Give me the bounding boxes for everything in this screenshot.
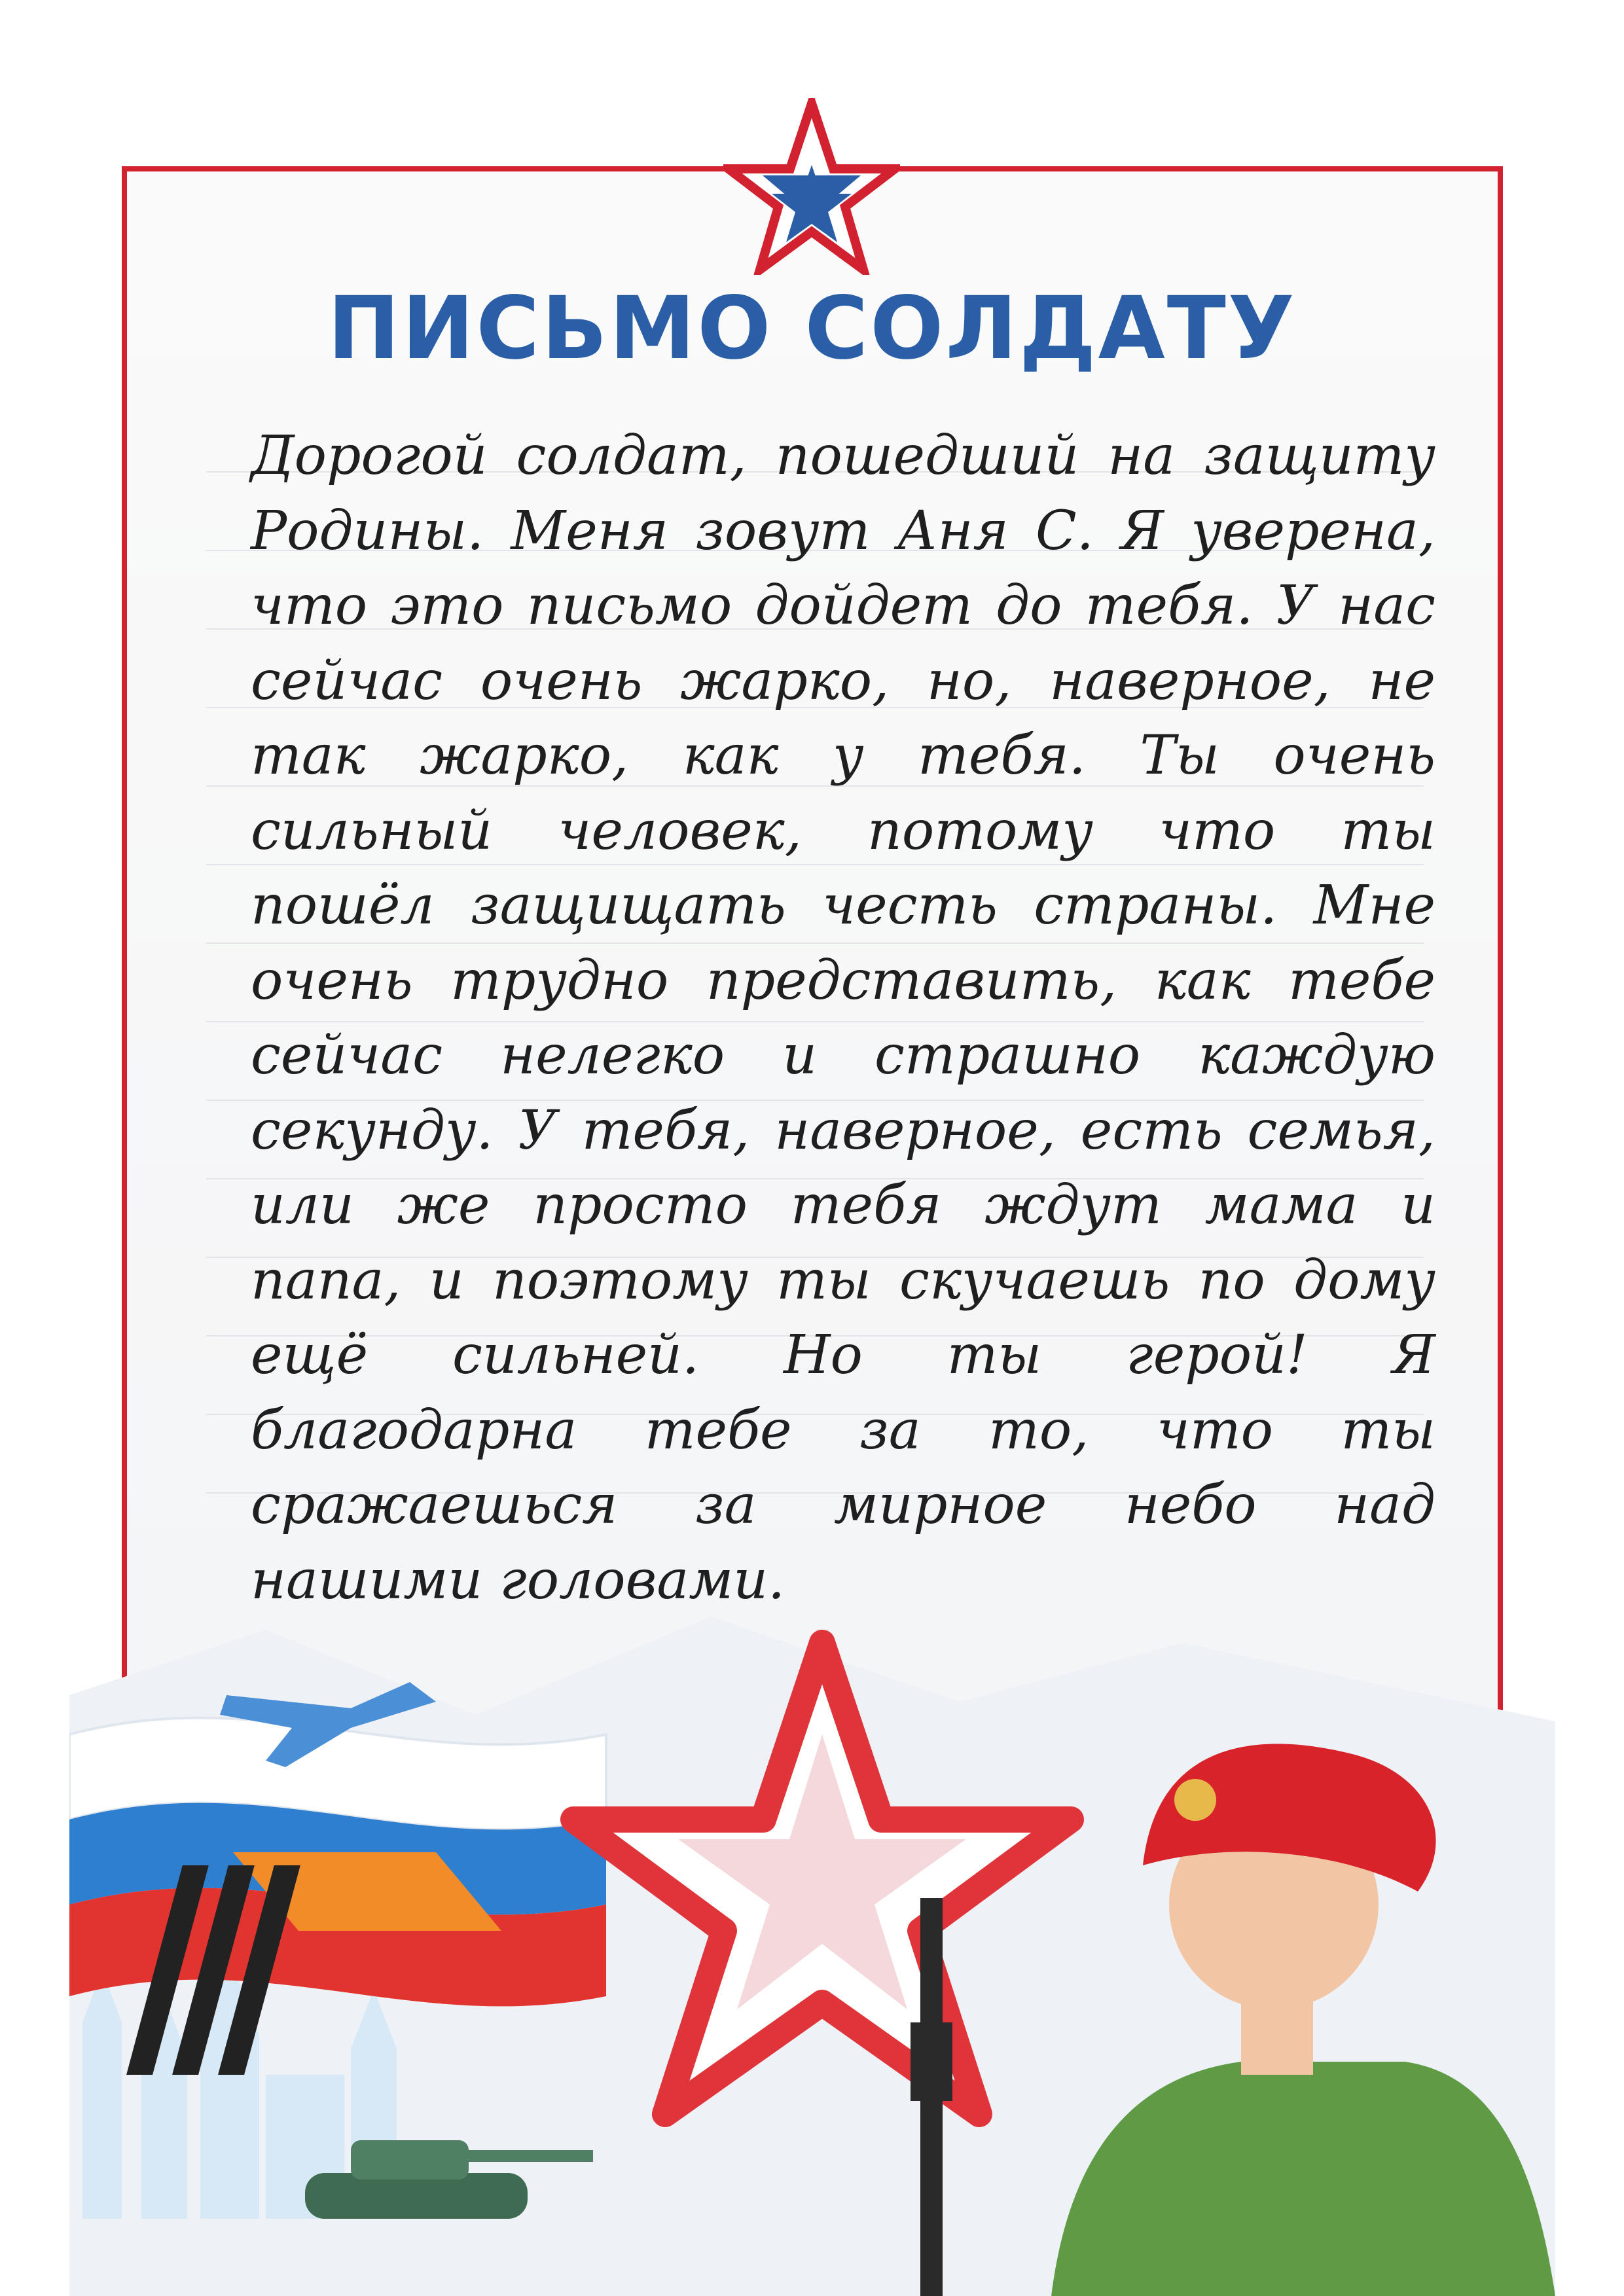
letter-text: Дорогой солдат, пошедший на защиту Родины. Меня зовут Аня С. Я уверена, что это письмо дойдет до тебя. У нас сейчас очень жарко, но, наверное, не так жарко, как у тебя. Ты очень сильный человек, потому что ты пошёл защищать честь страны. Мне очень трудно представить, как тебе сейчас нелегко и страшно каждую секунду. У тебя, наверное, есть семья, или же просто тебя ждут мама и папа, и поэтому ты скучаешь по дому ещё сильней. Но ты герой! Я благодарна тебе за то, что ты сражаешься за мирное небо над нашими головами. bbox=[251, 425, 1435, 1611]
army-star-icon bbox=[723, 98, 900, 275]
patriotic-illustration bbox=[69, 1604, 1555, 2296]
page-title: ПИСЬМО СОЛДАТУ bbox=[327, 278, 1297, 379]
